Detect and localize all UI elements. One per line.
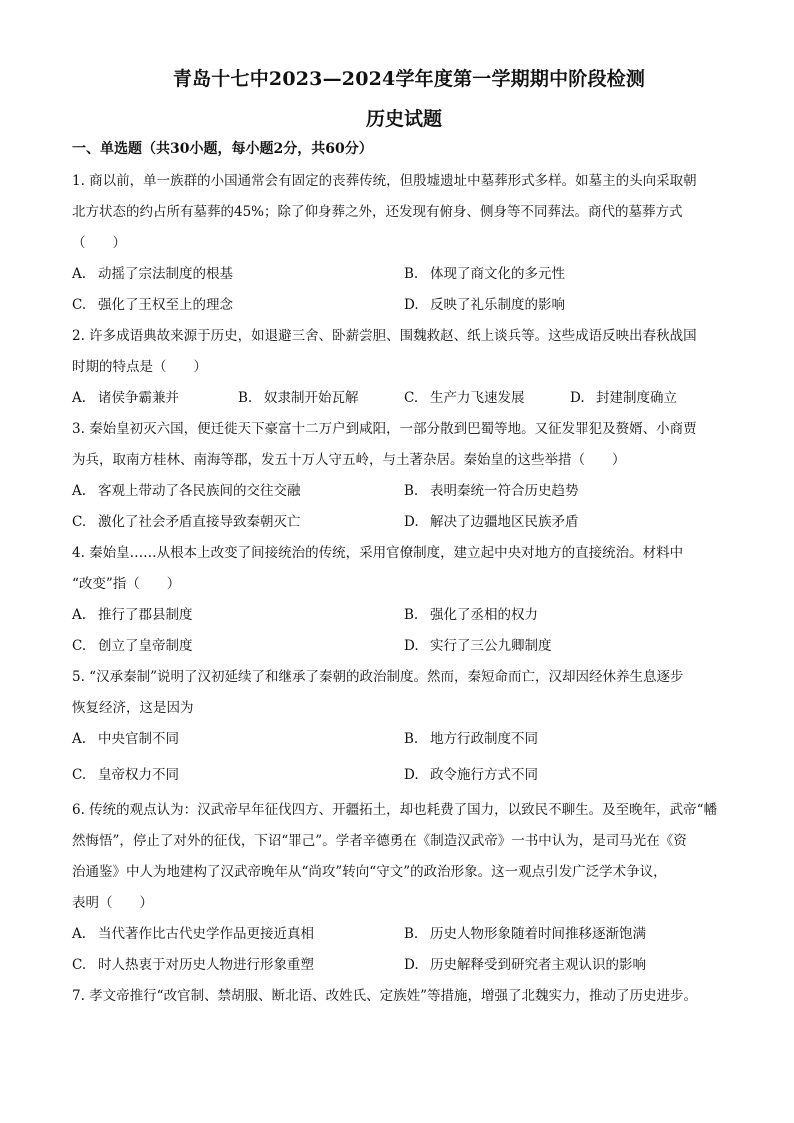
option-d[interactable]	[404, 290, 736, 321]
question-stem-line: 4. 秦始皇……从根本上改变了间接统治的传统，采用官僚制度，建立起中央对地方的直接统治。材料中	[72, 545, 684, 561]
option-key: C.	[72, 297, 87, 313]
option-key: D.	[404, 514, 419, 530]
option-key: A.	[72, 731, 87, 747]
exam-title: 青岛十七中2023—2024学年度第一学期期中阶段检测	[172, 68, 646, 90]
option-d[interactable]	[404, 950, 736, 981]
option-text: 历史解释受到研究者主观认识的影响	[430, 957, 646, 973]
options	[72, 919, 736, 981]
question-2	[72, 321, 736, 414]
option-key: D.	[404, 638, 419, 654]
question-stem-line: 表明（ ）	[72, 895, 153, 911]
option-text: 封建制度确立	[596, 390, 677, 406]
option-key: C.	[72, 514, 87, 530]
option-text: 创立了皇帝制度	[98, 638, 193, 654]
option-b[interactable]	[404, 724, 736, 755]
option-text: 表明秦统一符合历史趋势	[430, 483, 579, 499]
option-key: B.	[404, 607, 419, 623]
option-b[interactable]	[404, 919, 736, 950]
option-text: 生产力飞速发展	[430, 390, 525, 406]
option-text: 反映了礼乐制度的影响	[430, 297, 565, 313]
question-stem-line: 时期的特点是（ ）	[72, 359, 207, 375]
question-stem-line: 然悔悟”，停止了对外的征伐，下诏“罪己”。学者辛德勇在《制造汉武帝》一书中认为，是司马光在《资	[72, 833, 687, 849]
option-c[interactable]	[404, 383, 570, 414]
option-b[interactable]	[238, 383, 404, 414]
option-text: 强化了王权至上的理念	[98, 297, 233, 313]
option-key: B.	[404, 926, 419, 942]
option-text: 推行了郡县制度	[98, 607, 193, 623]
option-b[interactable]	[404, 259, 736, 290]
question-5	[72, 662, 736, 795]
question-stem-line: 治通鉴》中人为地建构了汉武帝晚年从“尚攻”转向“守文”的政治形象。这一观点引发广泛学术争议，	[72, 864, 667, 880]
option-text: 奴隶制开始瓦解	[264, 390, 359, 406]
option-text: 中央官制不同	[98, 731, 179, 747]
option-key: A.	[72, 926, 87, 942]
option-text: 地方行政制度不同	[430, 731, 538, 747]
option-c[interactable]	[72, 755, 404, 795]
option-text: 解决了边疆地区民族矛盾	[430, 514, 579, 530]
options	[72, 476, 736, 538]
option-text: 客观上带动了各民族间的交往交融	[98, 483, 301, 499]
option-key: B.	[404, 483, 419, 499]
option-a[interactable]	[72, 919, 404, 950]
question-stem-line: 6. 传统的观点认为：汉武帝早年征伐四方、开疆拓土，却也耗费了国力，以致民不聊生。及至晚年，武帝“幡	[72, 802, 718, 818]
option-key: B.	[238, 390, 253, 406]
option-text: 皇帝权力不同	[98, 767, 179, 783]
question-4	[72, 538, 736, 662]
option-d[interactable]	[404, 507, 736, 538]
option-a[interactable]	[72, 259, 404, 290]
question-1	[72, 166, 736, 321]
options	[72, 383, 736, 414]
option-key: D.	[570, 390, 585, 406]
option-key: D.	[404, 767, 419, 783]
section-heading: 一、单选题（共30小题，每小题2分，共60分）	[72, 141, 373, 157]
option-key: B.	[404, 266, 419, 282]
option-text: 激化了社会矛盾直接导致秦朝灭亡	[98, 514, 301, 530]
option-a[interactable]	[72, 600, 404, 631]
option-key: D.	[404, 297, 419, 313]
exam-subtitle: 历史试题	[365, 108, 442, 130]
options	[72, 259, 736, 321]
question-stem-line: 恢复经济，这是因为	[72, 700, 194, 716]
option-key: C.	[72, 638, 87, 654]
option-text: 历史人物形象随着时间推移逐渐饱满	[430, 926, 646, 942]
option-c[interactable]	[72, 507, 404, 538]
option-c[interactable]	[72, 631, 404, 662]
option-key: A.	[72, 266, 87, 282]
option-key: A.	[72, 483, 87, 499]
option-text: 诸侯争霸兼并	[98, 390, 179, 406]
question-stem-line: 为兵，取南方桂林、南海等郡，发五十万人守五岭，与土著杂居。秦始皇的这些举措（ ）	[72, 452, 626, 468]
question-stem-line: 2. 许多成语典故来源于历史，如退避三舍、卧薪尝胆、围魏救赵、纸上谈兵等。这些成语反映出春秋战国	[72, 328, 697, 344]
option-text: 强化了丞相的权力	[430, 607, 538, 623]
option-b[interactable]	[404, 476, 736, 507]
option-key: D.	[404, 957, 419, 973]
question-stem-line: 5. “汉承秦制”说明了汉初延续了和继承了秦朝的政治制度。然而，秦短命而亡，汉却因经休养生息逐步	[72, 669, 684, 685]
options	[72, 600, 736, 662]
option-text: 当代著作比古代史学作品更接近真相	[98, 926, 314, 942]
option-c[interactable]	[72, 950, 404, 981]
option-a[interactable]	[72, 724, 404, 755]
option-key: C.	[72, 957, 87, 973]
option-key: C.	[72, 767, 87, 783]
option-text: 政令施行方式不同	[430, 767, 538, 783]
option-text: 时人热衷于对历史人物进行形象重塑	[98, 957, 314, 973]
question-3	[72, 414, 736, 538]
option-d[interactable]	[570, 383, 736, 414]
option-b[interactable]	[404, 600, 736, 631]
question-stem-line: 北方状态的约占所有墓葬的45%；除了仰身葬之外，还发现有俯身、侧身等不同葬法。商代的墓葬方式	[72, 204, 683, 220]
question-stem-line: 7. 孝文帝推行“改官制、禁胡服、断北语、改姓氏、定族姓”等措施，增强了北魏实力，推动了历史进步。	[72, 988, 697, 1004]
question-stem-line: “改变”指（ ）	[72, 576, 181, 592]
options	[72, 724, 736, 795]
question-6	[72, 795, 736, 981]
option-d[interactable]	[404, 755, 736, 795]
question-7	[72, 981, 736, 1012]
option-a[interactable]	[72, 476, 404, 507]
option-text: 体现了商文化的多元性	[430, 266, 565, 282]
option-key: C.	[404, 390, 419, 406]
option-key: B.	[404, 731, 419, 747]
question-stem-line: （ ）	[72, 235, 126, 251]
option-c[interactable]	[72, 290, 404, 321]
option-key: A.	[72, 390, 87, 406]
option-a[interactable]	[72, 383, 238, 414]
option-key: A.	[72, 607, 87, 623]
option-text: 动摇了宗法制度的根基	[98, 266, 233, 282]
option-d[interactable]	[404, 631, 736, 662]
question-stem-line: 3. 秦始皇初灭六国，便迁徙天下豪富十二万户到咸阳，一部分散到巴蜀等地。又征发罪犯及赘婿、小商贾	[72, 421, 697, 437]
question-stem-line: 1. 商以前，单一族群的小国通常会有固定的丧葬传统，但殷墟遗址中墓葬形式多样。如墓主的头向采取朝	[72, 173, 697, 189]
option-text: 实行了三公九卿制度	[430, 638, 552, 654]
